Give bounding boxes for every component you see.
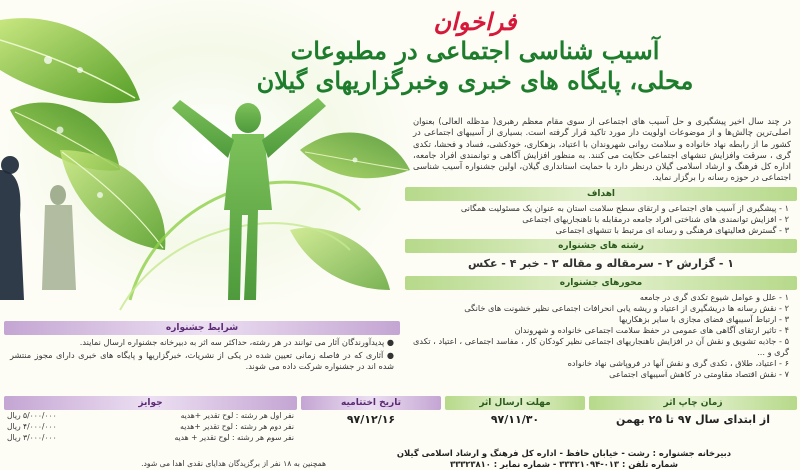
intro-paragraph: در چند سال اخیر پیشگیری و حل آسیب های اجتماعی از سوی مقام معظم رهبری( مدظله العالی) بعنوان اصلی‌ترین چالش‌ها و از موضوعات اولویت دار مورد تاکید قرار گرفته است. بسیاری از آسیبهای اجتماعی در کشور ما از رابطه نهاد خانواده و سلامت روانی شهروندان با اعتیاد، بزهکاری، خودکشی، فساد و فحشا، تکدی گری ، سرقت وافزایش تنشهای اجتماعی حکایت می کنند. به منظور افزایش آگاهی و توانمندی افراد جامعه، اداره کل فرهنگ و ارشاد اسلامی گیلان درنظر دارد با حمایت استانداری گیلان، اولین جشنواره آسیب شناسی اجتماعی در حوزه رسانه را برگزار نماید. (413, 116, 791, 183)
goal-item: ۲ - افزایش توانمندی های شناختی افراد جامعه درمقابله با ناهنجاریهای اجتماعی (522, 213, 789, 224)
print-time-heading: زمان چاپ اثر (589, 396, 797, 410)
right-column (405, 116, 797, 380)
phone-numbers: شماره تلفن : ۰۱۳-۳۳۳۲۱۰۹۴ - شماره نمابر : ۳۳۳۲۳۸۱۰ (449, 459, 679, 469)
call-heading: فراخوان (433, 7, 517, 36)
title-line-2: محلی، پایگاه های خبری وخبرگزاریهای گیلان (256, 66, 694, 95)
prizes-cell (4, 396, 297, 446)
prize-note: همچنین به ۱۸ نفر از برگزیدگان هدایای نقدی اهدا می شود. (141, 459, 326, 468)
closing-cell (301, 396, 441, 446)
prize-row (4, 421, 297, 432)
condition-item: ● آثاری که در فاصله زمانی تعیین شده در یکی از نشریات، خبرگزاریها و پایگاه های خبری دارای مجوز منتشر شده اند در جشنواره شرکت داده می شوند. (10, 350, 394, 371)
goal-item: ۱ - پیشگیری از آسیب های اجتماعی و ارتقای سطح سلامت استان به عنوان یک مسئولیت همگانی (460, 202, 789, 213)
axis-item: ۴ - تاثیر ارتقای آگاهی های عمومی در حفظ سلامت اجتماعی خانواده و شهروندان (514, 324, 789, 335)
axis-item: ۷ - نقش اقتصاد مقاومتی در کاهش آسیبهای اجتماعی (609, 368, 789, 379)
axis-item: ۵ - جاذبه تشویق و نقش آن در افزایش ناهنجاریهای اجتماعی نظیر کودکان کار ، مفاسد اجتماعی ، اعتیاد ، تکدی گری و ... (413, 335, 789, 357)
axes-heading: محورهای جشنواره (405, 276, 797, 290)
secretariat-address: دبیرخانه جشنواره : رشت - خیابان حافظ - اداره کل فرهنگ و ارشاد اسلامی گیلان (396, 448, 732, 458)
deadline-cell (445, 396, 585, 446)
closing-value: ۹۷/۱۲/۱۶ (346, 413, 396, 426)
axis-item: ۲ - نقش رسانه ها دریشگیری از اعتیاد و ریشه یابی انحرافات اجتماعی نظیر خشونت های خانگی (464, 302, 789, 313)
prize-rank: نفر سوم هر رشته : لوح تقدیر + هدیه (174, 433, 294, 442)
condition-item: ● پدیدآورندگان آثار می توانند در هر رشته، حداکثر سه اثر به دبیرخانه جشنواره ارسال نمایند. (79, 337, 394, 347)
goals-heading: اهداف (405, 187, 797, 201)
prize-row (4, 432, 297, 443)
closing-heading: تاریخ اختتامیه (301, 396, 441, 410)
deadline-heading: مهلت ارسال اثر (445, 396, 585, 410)
prize-amount: ۴/۰۰۰/۰۰۰ ریال (7, 422, 57, 431)
axis-item: ۶ - اعتیاد، طلاق ، تکدی گری و نقش آنها در فروپاشی نهاد خانواده (567, 357, 789, 368)
info-table (4, 396, 797, 446)
poster-header (150, 4, 800, 104)
goal-item: ۳ - گسترش فعالیتهای فرهنگی و رسانه ای مرتبط با تنشهای اجتماعی (555, 224, 789, 235)
prize-amount: ۵/۰۰۰/۰۰۰ ریال (7, 411, 57, 420)
conditions-panel (4, 321, 400, 372)
axis-item: ۳ - ارتباط آسیبهای فضای مجازی با سایر بزهکاریها (619, 313, 789, 324)
prize-rank: نفر اول هر رشته : لوح تقدیر +هدیه (180, 411, 294, 420)
print-time-cell (589, 396, 797, 446)
axis-item: ۱ - علل و عوامل شیوع تکدی گری در جامعه (639, 291, 789, 302)
fields-heading: رشته های جشنواره (405, 239, 797, 253)
prizes-heading: جوایز (4, 396, 297, 410)
prize-row (4, 410, 297, 421)
footer-contact (330, 448, 798, 470)
fields-list: ۱ - گزارش ۲ - سرمقاله و مقاله ۳ - خبر ۴ - عکس (468, 256, 734, 270)
title-line-1: آسیب شناسی اجتماعی در مطبوعات (290, 36, 660, 65)
print-time-value: از ابتدای سال ۹۷ تا ۲۵ بهمن (616, 413, 770, 426)
prize-note-wrap (4, 458, 329, 469)
prize-rank: نفر دوم هر رشته : لوح تقدیر +هدیه (180, 422, 294, 431)
deadline-value: ۹۷/۱۱/۳۰ (490, 413, 540, 426)
prize-amount: ۳/۰۰۰/۰۰۰ ریال (7, 433, 57, 442)
conditions-heading: شرایط جشنواره (4, 321, 400, 335)
